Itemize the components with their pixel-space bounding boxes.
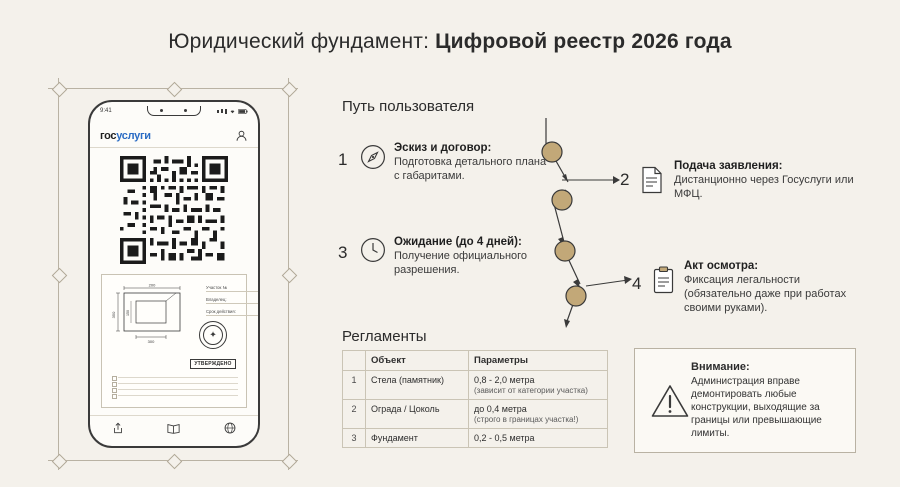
phone-mockup-area	[48, 78, 298, 473]
table-header-object: Объект	[366, 351, 469, 371]
svg-text:350: 350	[111, 311, 116, 319]
row-2-index: 2	[343, 400, 366, 429]
table-header-params: Параметры	[469, 351, 608, 371]
guide-tick-bl	[52, 454, 68, 470]
table-row	[343, 371, 608, 400]
qr-code	[120, 156, 228, 264]
row-2-param-value: до 0,4 метра	[474, 404, 527, 414]
smartphone-frame	[88, 100, 260, 448]
row-2-param-note: (строго в границах участка!)	[474, 415, 579, 424]
table-row	[343, 429, 608, 448]
guide-tick-tl	[52, 82, 68, 98]
warning-inner	[640, 354, 850, 447]
guide-tick-tr	[282, 82, 298, 98]
site-plan-svg	[110, 283, 198, 345]
document-text-lines	[110, 377, 238, 401]
battery-icon	[238, 109, 248, 114]
row-1-param-value: 0,8 - 2,0 метра	[474, 375, 535, 385]
app-header-bar	[90, 124, 258, 148]
site-plan-drawing	[110, 283, 198, 345]
page-title	[0, 30, 900, 54]
guide-tick-br	[282, 454, 298, 470]
doc-checkline-1	[118, 377, 238, 378]
journey-step-3-text	[394, 236, 564, 278]
gosuslugi-logo	[100, 130, 151, 142]
phone-tab-bar	[90, 415, 258, 440]
row-1-params	[469, 371, 608, 400]
svg-text:200: 200	[148, 283, 156, 288]
journey-step-1-desc: Подготовка детального плана с габаритами.	[394, 156, 547, 182]
journey-step-2-text	[674, 160, 864, 202]
journey-step-3-title: Ожидание (до 4 дней):	[394, 236, 522, 248]
doc-line	[118, 389, 238, 390]
warning-text	[691, 361, 841, 440]
share-icon[interactable]	[112, 422, 124, 434]
row-1-index: 1	[343, 371, 366, 400]
wifi-icon	[229, 108, 236, 114]
journey-step-3-number: 3	[338, 243, 348, 262]
doc-line	[118, 395, 238, 396]
row-2-object: Ограда / Цоколь	[366, 400, 469, 429]
journey-step-4-number: 4	[632, 274, 642, 293]
row-2-params	[469, 400, 608, 429]
signal-bar-2	[221, 109, 223, 113]
journey-step-2-title: Подача заявления:	[674, 160, 783, 172]
document-fields	[206, 285, 258, 321]
status-time: 9:41	[100, 108, 112, 114]
journey-heading: Путь пользователя	[342, 98, 475, 115]
journey-node-2	[552, 190, 572, 210]
signal-bar-3	[225, 109, 227, 114]
regulations-table	[342, 350, 608, 448]
journey-step-2-desc: Дистанционно через Госуслуги или МФЦ.	[674, 174, 854, 200]
journey-step-2-number: 2	[620, 170, 630, 189]
row-3-params	[469, 429, 608, 448]
journey-step-3-desc: Получение официального разрешения.	[394, 250, 528, 276]
warning-triangle-icon	[649, 361, 691, 440]
star-glyph: ✦	[209, 329, 217, 340]
page-title-prefix: Юридический фундамент:	[168, 30, 436, 53]
signal-bar-1	[217, 110, 219, 113]
row-1-param-note: (зависит от категории участка)	[474, 386, 588, 395]
doc-field-plot: Участок №	[206, 285, 258, 292]
journey-step-1-text	[394, 142, 554, 184]
regulations-heading: Регламенты	[342, 328, 427, 345]
table-header-row	[343, 351, 608, 371]
doc-checkline-3	[118, 389, 238, 390]
row-3-index: 3	[343, 429, 366, 448]
table-header-index	[343, 351, 366, 371]
approval-stamp	[190, 321, 236, 370]
globe-icon[interactable]	[224, 422, 236, 434]
user-journey-diagram	[330, 118, 870, 333]
row-3-object: Фундамент	[366, 429, 469, 448]
row-3-param-value: 0,2 - 0,5 метра	[474, 433, 535, 443]
document-preview-card	[101, 274, 247, 408]
guide-tick-bm	[167, 454, 183, 470]
journey-step-1-title: Эскиз и договор:	[394, 142, 492, 154]
book-icon[interactable]	[167, 423, 180, 434]
journey-step-1-number: 1	[338, 150, 348, 169]
status-icons	[217, 108, 248, 114]
logo-text-main: гос	[100, 129, 117, 142]
journey-step-4-title: Акт осмотра:	[684, 260, 759, 272]
table-row	[343, 400, 608, 429]
qr-code-svg	[120, 156, 228, 264]
status-bar	[90, 108, 258, 114]
doc-field-validity: Срок действия:	[206, 309, 258, 316]
svg-text:300: 300	[147, 339, 155, 344]
seal-icon	[199, 321, 227, 349]
guide-tick-tm	[167, 82, 183, 98]
doc-line	[118, 383, 238, 384]
journey-step-4-desc: Фиксация легальности (обязательно даже при работах своими руками).	[684, 274, 847, 314]
person-icon[interactable]	[235, 129, 248, 142]
page-title-bold: Цифровой реестр 2026 года	[435, 30, 732, 53]
logo-text-accent: услуги	[116, 129, 151, 142]
doc-line	[118, 377, 238, 378]
doc-field-owner: Владелец:	[206, 297, 258, 304]
stamp-label: УТВЕРЖДЕНО	[190, 359, 235, 369]
journey-node-4	[566, 286, 586, 306]
guide-tick-ml	[52, 268, 68, 284]
warning-box	[634, 348, 856, 453]
journey-step-4-text	[684, 260, 869, 315]
svg-text:150: 150	[126, 310, 130, 316]
warning-title: Внимание:	[691, 361, 750, 373]
doc-checkline-2	[118, 383, 238, 384]
doc-checkline-4	[118, 395, 238, 396]
row-1-object: Стела (памятник)	[366, 371, 469, 400]
guide-tick-mr	[282, 268, 298, 284]
warning-body: Администрация вправе демонтировать любые конструкции, выходящие за границы или превышающие лимиты.	[691, 376, 822, 439]
